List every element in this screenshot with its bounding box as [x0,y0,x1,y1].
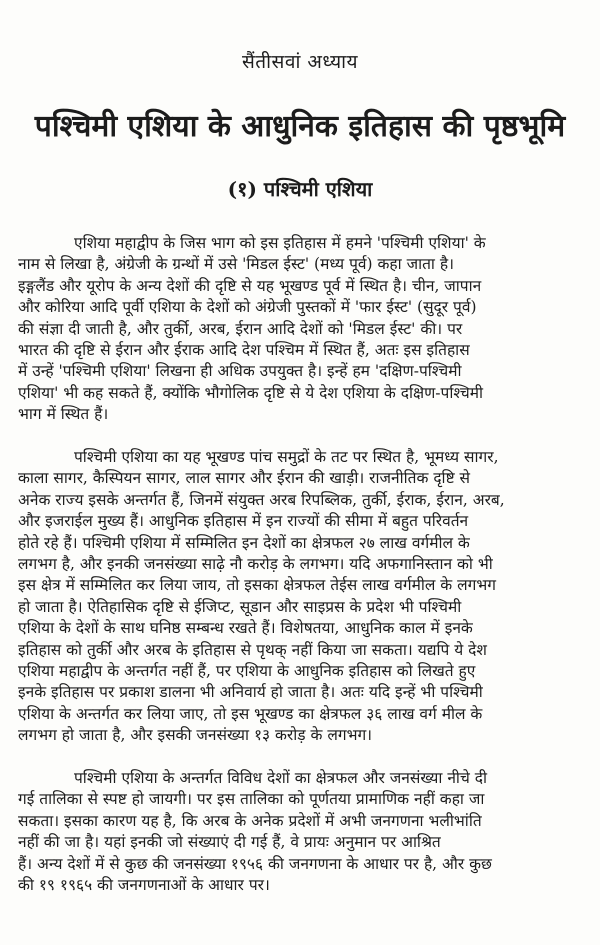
text-line: अनेक राज्य इसके अन्तर्गत हैं, जिनमें संयुक्त अरब रिपब्लिक, तुर्की, ईराक, ईरान, अरब, [18,490,505,509]
text-line: भाग में स्थित हैं। [18,405,109,424]
text-line: की संज्ञा दी जाती है, और तुर्की, अरब, ईरान आदि देशों को 'मिडल ईस्ट' की। पर [18,319,463,338]
text-line: एशिया' भी कह सकते हैं, क्योंकि भौगोलिक दृष्टि से ये देश एशिया के दक्षिण-पश्चिमी [18,383,484,402]
paragraph-2 [18,447,588,746]
section-heading: (१) पश्चिमी एशिया [227,177,373,201]
text-line: में उन्हें 'पश्चिमी एशिया' लिखना ही अधिक उपयुक्त है। इन्हें हम 'दक्षिण-पश्चिमी [18,362,462,381]
paragraph-3 [18,768,588,896]
text-line: पश्चिमी एशिया का यह भूखण्ड पांच समुद्रों के तट पर स्थित है, भूमध्य सागर, [74,448,499,466]
text-line: इङ्गलैंड और यूरोप के अन्य देशों की दृष्टि से यह भूखण्ड पूर्व में स्थित है। चीन, जापान [18,276,482,295]
text-line: इनके इतिहास पर प्रकाश डालना भी अनिवार्य हो जाता है। अतः यदि इन्हें भी पश्चिमी [18,683,483,702]
text-line: एशिया महाद्वीप के अन्तर्गत नहीं हैं, पर एशिया के आधुनिक इतिहास को लिखते हुए [18,661,476,680]
text-line: हैं। अन्य देशों में से कुछ की जनसंख्या १९५६ की जनगणना के आधार पर है, और कुछ [18,854,492,873]
page-title: पश्चिमी एशिया के आधुनिक इतिहास की पृष्ठभूमि [34,109,566,144]
text-line: पश्चिमी एशिया के अन्तर्गत विविध देशों का क्षेत्रफल और जनसंख्या नीचे दी [74,769,487,787]
text-line: होते रहे हैं। पश्चिमी एशिया में सम्मिलित इन देशों का क्षेत्रफल २७ लाख वर्गमील के [18,533,470,552]
text-line: एशिया महाद्वीप के जिस भाग को इस इतिहास में हमने 'पश्चिमी एशिया' के [74,234,486,252]
chapter-heading: सैंतीसवां अध्याय [241,51,359,73]
text-line: की १९ १९६५ की जनगणनाओं के आधार पर। [18,875,270,894]
text-line: सकता। इसका कारण यह है, कि अरब के अनेक प्रदेशों में अभी जनगणना भलीभांति [18,811,482,830]
text-line: इस क्षेत्र में सम्मिलित कर लिया जाय, तो इसका क्षेत्रफल तेईस लाख वर्गमील के लगभग [18,576,496,595]
text-line: नाम से लिखा है, अंग्रेजी के ग्रन्थों में उसे 'मिडल ईस्ट' (मध्य पूर्व) कहा जाता है। [18,255,454,274]
text-line: काला सागर, कैस्पियन सागर, लाल सागर और ईरान की खाड़ी। राजनीतिक दृष्टि से [18,469,471,488]
text-line: गई तालिका से स्पष्ट हो जायगी। पर इस तालिका को पूर्णतया प्रामाणिक नहीं कहा जा [18,790,485,809]
text-line: एशिया के देशों के साथ घनिष्ठ सम्बन्ध रखते हैं। विशेषतया, आधुनिक काल में इनके [18,619,473,638]
text-line: इतिहास को तुर्की और अरब के इतिहास से पृथक् नहीं किया जा सकता। यद्यपि ये देश [18,640,487,659]
text-line: एशिया के अन्तर्गत कर लिया जाए, तो इस भूखण्ड का क्षेत्रफल ३६ लाख वर्ग मील के [18,704,483,723]
text-line: लगभग हो जाता है, और इसकी जनसंख्या १३ करोड़ के लगभग। [18,726,373,745]
text-line: नहीं की जा है। यहां इनकी जो संख्याएं दी गई हैं, वे प्रायः अनुमान पर आश्रित [18,833,441,852]
text-line: और इजराईल मुख्य हैं। आधुनिक इतिहास में इन राज्यों की सीमा में बहुत परिवर्तन [18,512,469,531]
paragraph-1 [18,233,588,426]
text-line: हो जाता है। ऐतिहासिक दृष्टि से ईजिप्ट, सूडान और साइप्रस के प्रदेश भी पश्चिमी [18,597,462,616]
text-line: और कोरिया आदि पूर्वी एशिया के देशों को अंग्रेजी पुस्तकों में 'फार ईस्ट' (सुदूर पूर्व) [18,298,477,317]
text-line: लगभग है, और इनकी जनसंख्या साढ़े नौ करोड़ के लगभग। यदि अफगानिस्तान को भी [18,554,493,573]
text-line: भारत की दृष्टि से ईरान और ईराक आदि देश पश्चिम में स्थित हैं, अतः इस इतिहास [18,340,470,359]
